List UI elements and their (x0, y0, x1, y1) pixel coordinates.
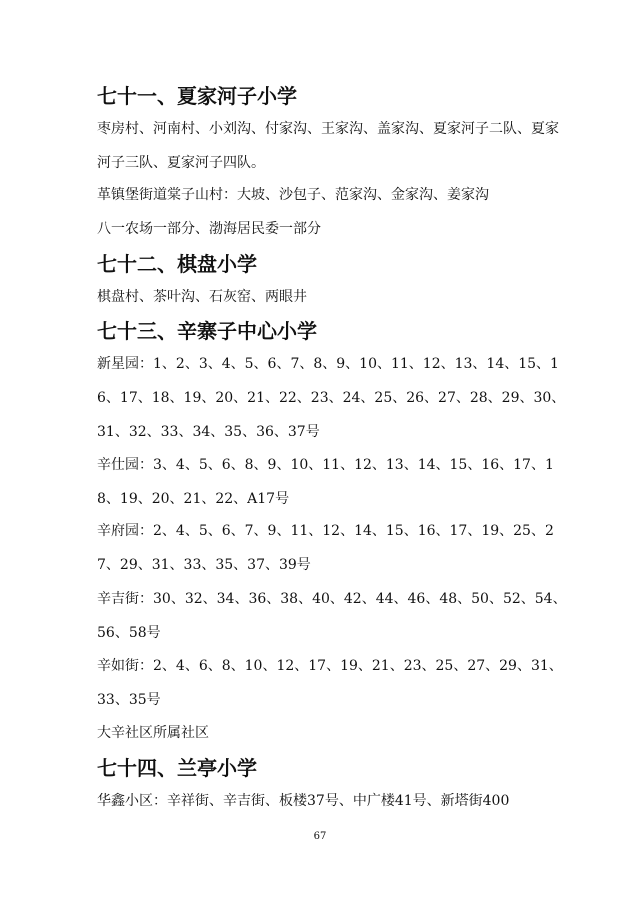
section-72-paragraph-1: 棋盘村、茶叶沟、石灰窑、两眼井 (97, 289, 307, 305)
section-73-paragraph-5: 辛如街：2、4、6、8、10、12、17、19、21、23、25、27、29、31、33、35号 (97, 658, 563, 708)
section-71-paragraph-1: 枣房村、河南村、小刘沟、付家沟、王家沟、盖家沟、夏家河子二队、夏家河子三队、夏家河子四队。 (97, 121, 559, 171)
section-74-paragraph-1: 华鑫小区：辛祥街、辛吉街、板楼37号、中广楼41号、新塔街400 (97, 793, 510, 809)
section-heading-71: 七十一、夏家河子小学 (97, 84, 297, 108)
section-73-paragraph-1: 新星园：1、2、3、4、5、6、7、8、9、10、11、12、13、14、15、16、17、18、19、20、21、22、23、24、25、26、27、28、29、30、31、32、33、34、35、36、37号 (97, 356, 566, 440)
section-71-paragraph-2: 革镇堡街道棠子山村：大坡、沙包子、范家沟、金家沟、姜家沟 (97, 187, 489, 203)
section-heading-72: 七十二、棋盘小学 (97, 252, 257, 276)
section-heading-74: 七十四、兰亭小学 (97, 756, 257, 780)
section-73-paragraph-2: 辛仕园：3、4、5、6、8、9、10、11、12、13、14、15、16、17、18、19、20、21、22、A17号 (97, 457, 554, 507)
section-73-paragraph-3: 辛府园：2、4、5、6、7、9、11、12、14、15、16、17、19、25、27、29、31、33、35、37、39号 (97, 523, 554, 573)
section-73-paragraph-6: 大辛社区所属社区 (97, 725, 209, 741)
section-heading-73: 七十三、辛寨子中心小学 (97, 319, 317, 343)
section-73-paragraph-4: 辛吉街：30、32、34、36、38、40、42、44、46、48、50、52、54、56、58号 (97, 591, 567, 641)
page-number: 67 (313, 831, 327, 842)
section-71-paragraph-3: 八一农场一部分、渤海居民委一部分 (97, 221, 321, 237)
